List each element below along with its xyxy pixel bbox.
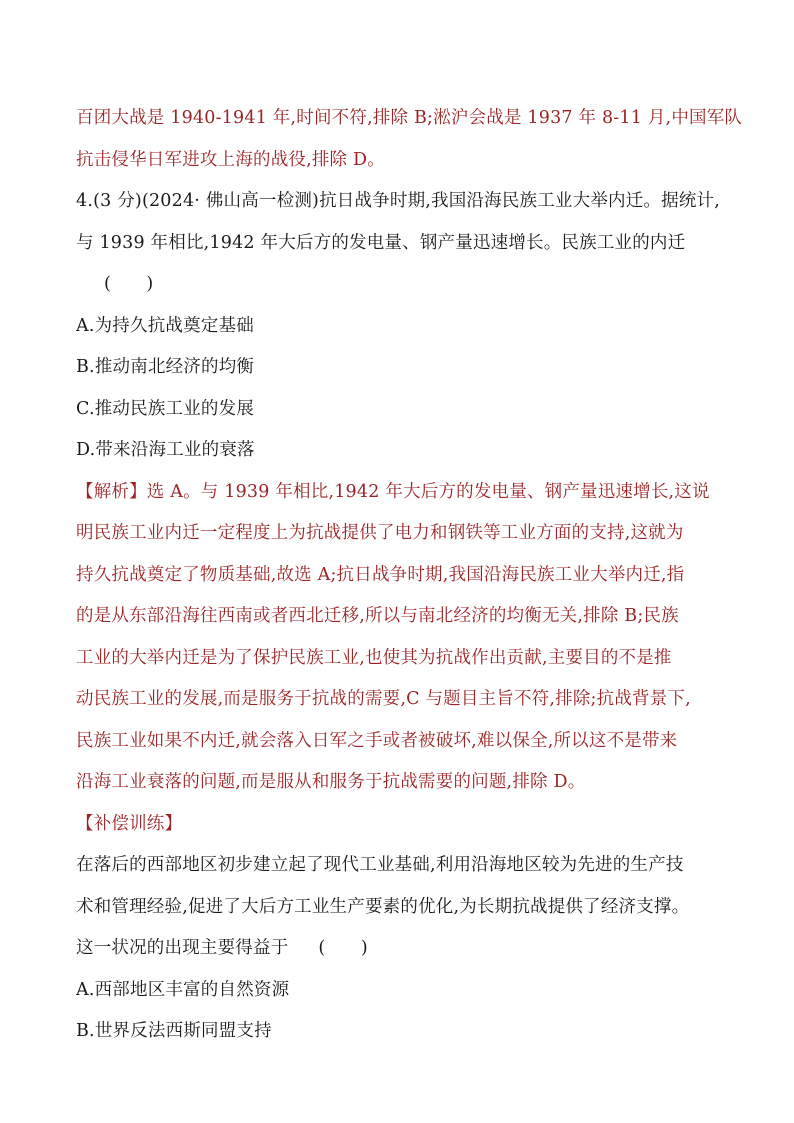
document-page [76,98,743,1053]
q4-analysis-line-6: 动民族工业的发展,而是服务于抗战的需要,C 与题目主旨不符,排除;抗战背景下, [76,689,691,709]
supplement-stem-line-3 [76,928,726,970]
supplement-stem-line-2: 术和管理经验,促进了大后方工业生产要素的优化,为长期抗战提供了经济支撑。 [76,896,690,917]
q4-option-c: C.推动民族工业的发展 [76,398,255,419]
supplement-stem-line-1: 在落后的西部地区初步建立起了现代工业基础,利用沿海地区较为先进的生产技 [76,855,684,875]
q4-analysis-line-7: 民族工业如果不内迁,就会落入日军之手或者被破坏,难以保全,所以这不是带来 [76,730,678,751]
q4-answer-bracket: ( ) [104,274,154,294]
q4-analysis-line-1: 【解析】选 A。与 1939 年相比,1942 年大后方的发电量、钢产量迅速增长,这说 [76,481,710,502]
q4-option-b: B.推动南北经济的均衡 [76,357,255,377]
q4-analysis-line-8: 沿海工业衰落的问题,而是服从和服务于抗战需要的问题,排除 D。 [76,772,586,792]
q4-analysis-line-3: 持久抗战奠定了物质基础,故选 A;抗日战争时期,我国沿海民族工业大举内迁,指 [76,564,685,585]
q4-analysis-line-5: 工业的大举内迁是为了保护民族工业,也使其为抗战作出贡献,主要目的不是推 [76,647,672,668]
prev-analysis-line-2: 抗击侵华日军进攻上海的战役,排除 D。 [76,149,385,170]
supplement-stem-line-3-text: 这一状况的出现主要得益于 [76,938,289,958]
supplement-option-b: B.世界反法西斯同盟支持 [76,1021,272,1041]
supplement-heading: 【补偿训练】 [76,813,183,834]
q4-option-d: D.带来沿海工业的衰落 [76,440,255,460]
supplement-option-a: A.西部地区丰富的自然资源 [76,979,290,1000]
q4-option-a: A.为持久抗战奠定基础 [76,315,254,336]
q4-stem-line-2: 与 1939 年相比,1942 年大后方的发电量、钢产量迅速增长。民族工业的内迁 [76,232,686,253]
supplement-answer-bracket: ( ) [318,938,368,958]
q4-stem-line-1: 4.(3 分)(2024· 佛山高一检测)抗日战争时期,我国沿海民族工业大举内迁。据统计, [76,191,720,211]
prev-analysis-line-1: 百团大战是 1940-1941 年,时间不符,排除 B;淞沪会战是 1937 年 8-11 月,中国军队 [76,108,743,128]
q4-analysis-line-4: 的是从东部沿海往西南或者西北迁移,所以与南北经济的均衡无关,排除 B;民族 [76,606,679,626]
q4-analysis-line-2: 明民族工业内迁一定程度上为抗战提供了电力和钢铁等工业方面的支持,这就为 [76,523,684,543]
